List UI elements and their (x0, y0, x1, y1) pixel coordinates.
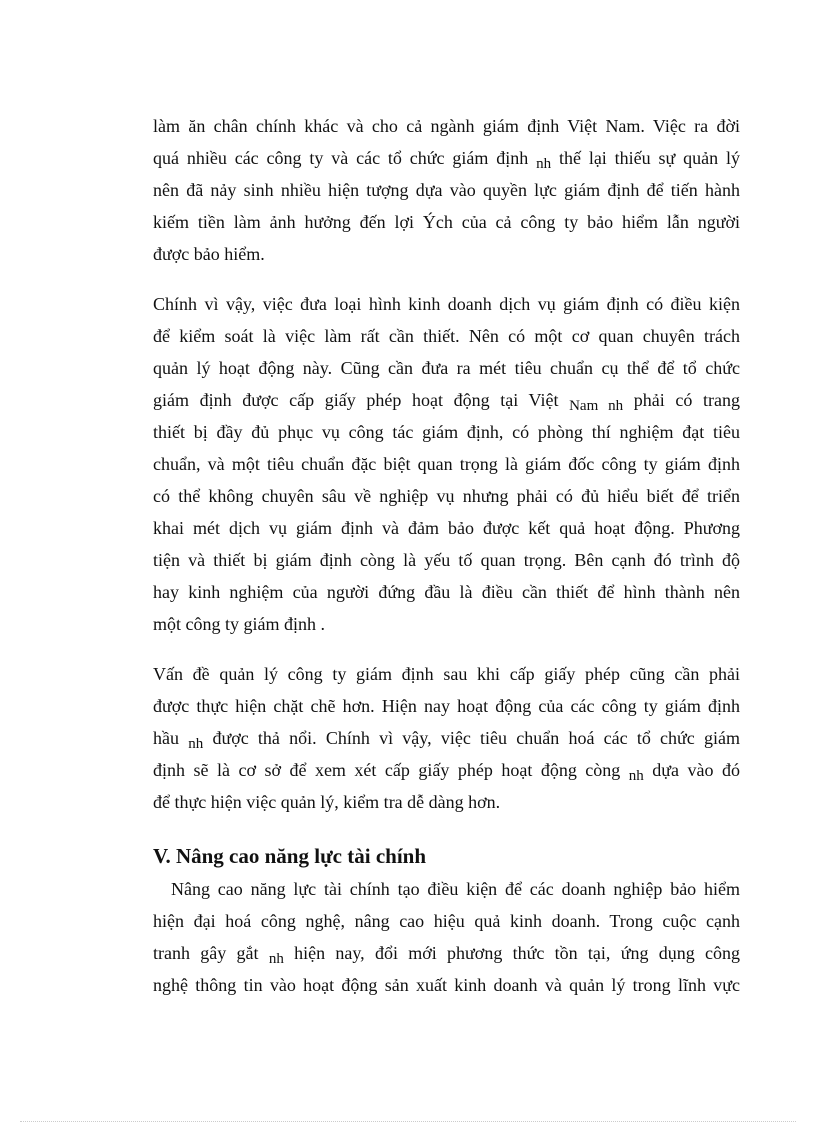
subscript-fragment: Nam nh (569, 398, 624, 414)
text-line: hay kinh nghiệm của người đứng đầu là điều cần thiết để hình thành nên (153, 582, 740, 602)
text-line: quản lý hoạt động này. Cũng cần đưa ra mét tiêu chuẩn cụ thể để tổ chức (153, 358, 740, 378)
text-line: nghệ thông tin vào hoạt động sản xuất kinh doanh và quản lý trong lĩnh vực (153, 975, 740, 995)
text-line: để thực hiện việc quản lý, kiểm tra dễ dàng hơn. (153, 792, 501, 812)
section-heading: V. Nâng cao năng lực tài chính (153, 844, 427, 868)
text-line: Chính vì vậy, việc đưa loại hình kinh doanh dịch vụ giám định có điều kiện (153, 294, 740, 314)
subscript-fragment: nh (536, 156, 552, 172)
text-line: một công ty giám định . (153, 614, 325, 634)
text-line: kiếm tiền làm ảnh hưởng đến lợi Ých của cả công ty bảo hiểm lẫn người (153, 212, 740, 232)
page-bottom-rule (20, 1121, 796, 1122)
subscript-fragment: nh (628, 768, 644, 784)
text-line: giám định được cấp giấy phép hoạt động tại Việt $_{Nam nh}$ phải có trang (153, 390, 740, 414)
text-line: được thực hiện chặt chẽ hơn. Hiện nay hoạt động của các công ty giám định (153, 696, 740, 716)
text-line: chuẩn, và một tiêu chuẩn đặc biệt quan trọng là giám đốc công ty giám định (153, 454, 740, 474)
text-line: Vấn đề quản lý công ty giám định sau khi cấp giấy phép cũng cần phải (153, 664, 740, 684)
text-line: được bảo hiểm. (153, 244, 265, 264)
text-line: hiện đại hoá công nghệ, nâng cao hiệu quả kinh doanh. Trong cuộc cạnh (153, 911, 740, 931)
text-line: để kiểm soát là việc làm rất cần thiết. Nên có một cơ quan chuyên trách (153, 326, 740, 346)
text-line: Nâng cao năng lực tài chính tạo điều kiện để các doanh nghiệp bảo hiểm (171, 879, 740, 899)
text-line: tiện và thiết bị giám định còng là yếu tố quan trọng. Bên cạnh đó trình độ (153, 550, 740, 570)
text-line: quá nhiều các công ty và các tổ chức giám định $_{nh}$ thế lại thiếu sự quản lý (153, 148, 741, 172)
subscript-fragment: nh (268, 951, 284, 967)
text-line: tranh gây gắt $_{nh}$ hiện nay, đổi mới phương thức tồn tại, ứng dụng công (153, 943, 740, 967)
subscript-fragment: nh (188, 736, 204, 752)
text-line: nên đã nảy sinh nhiều hiện tượng dựa vào quyền lực giám định để tiến hành (153, 180, 740, 200)
text-line: khai mét dịch vụ giám định và đảm bảo được kết quả hoạt động. Phương (153, 518, 740, 538)
text-line: định sẽ là cơ sở để xem xét cấp giấy phép hoạt động còng $_{nh}$ dựa vào đó (153, 760, 741, 784)
text-line: thiết bị đầy đủ phục vụ công tác giám định, có phòng thí nghiệm đạt tiêu (153, 422, 740, 442)
text-line: hầu $_{nh}$ được thả nổi. Chính vì vậy, việc tiêu chuẩn hoá các tổ chức giám (153, 728, 740, 752)
text-line: có thể không chuyên sâu về nghiệp vụ nhưng phải có đủ hiểu biết để triển (153, 486, 740, 506)
text-line: làm ăn chân chính khác và cho cả ngành giám định Việt Nam. Việc ra đời (153, 116, 740, 136)
